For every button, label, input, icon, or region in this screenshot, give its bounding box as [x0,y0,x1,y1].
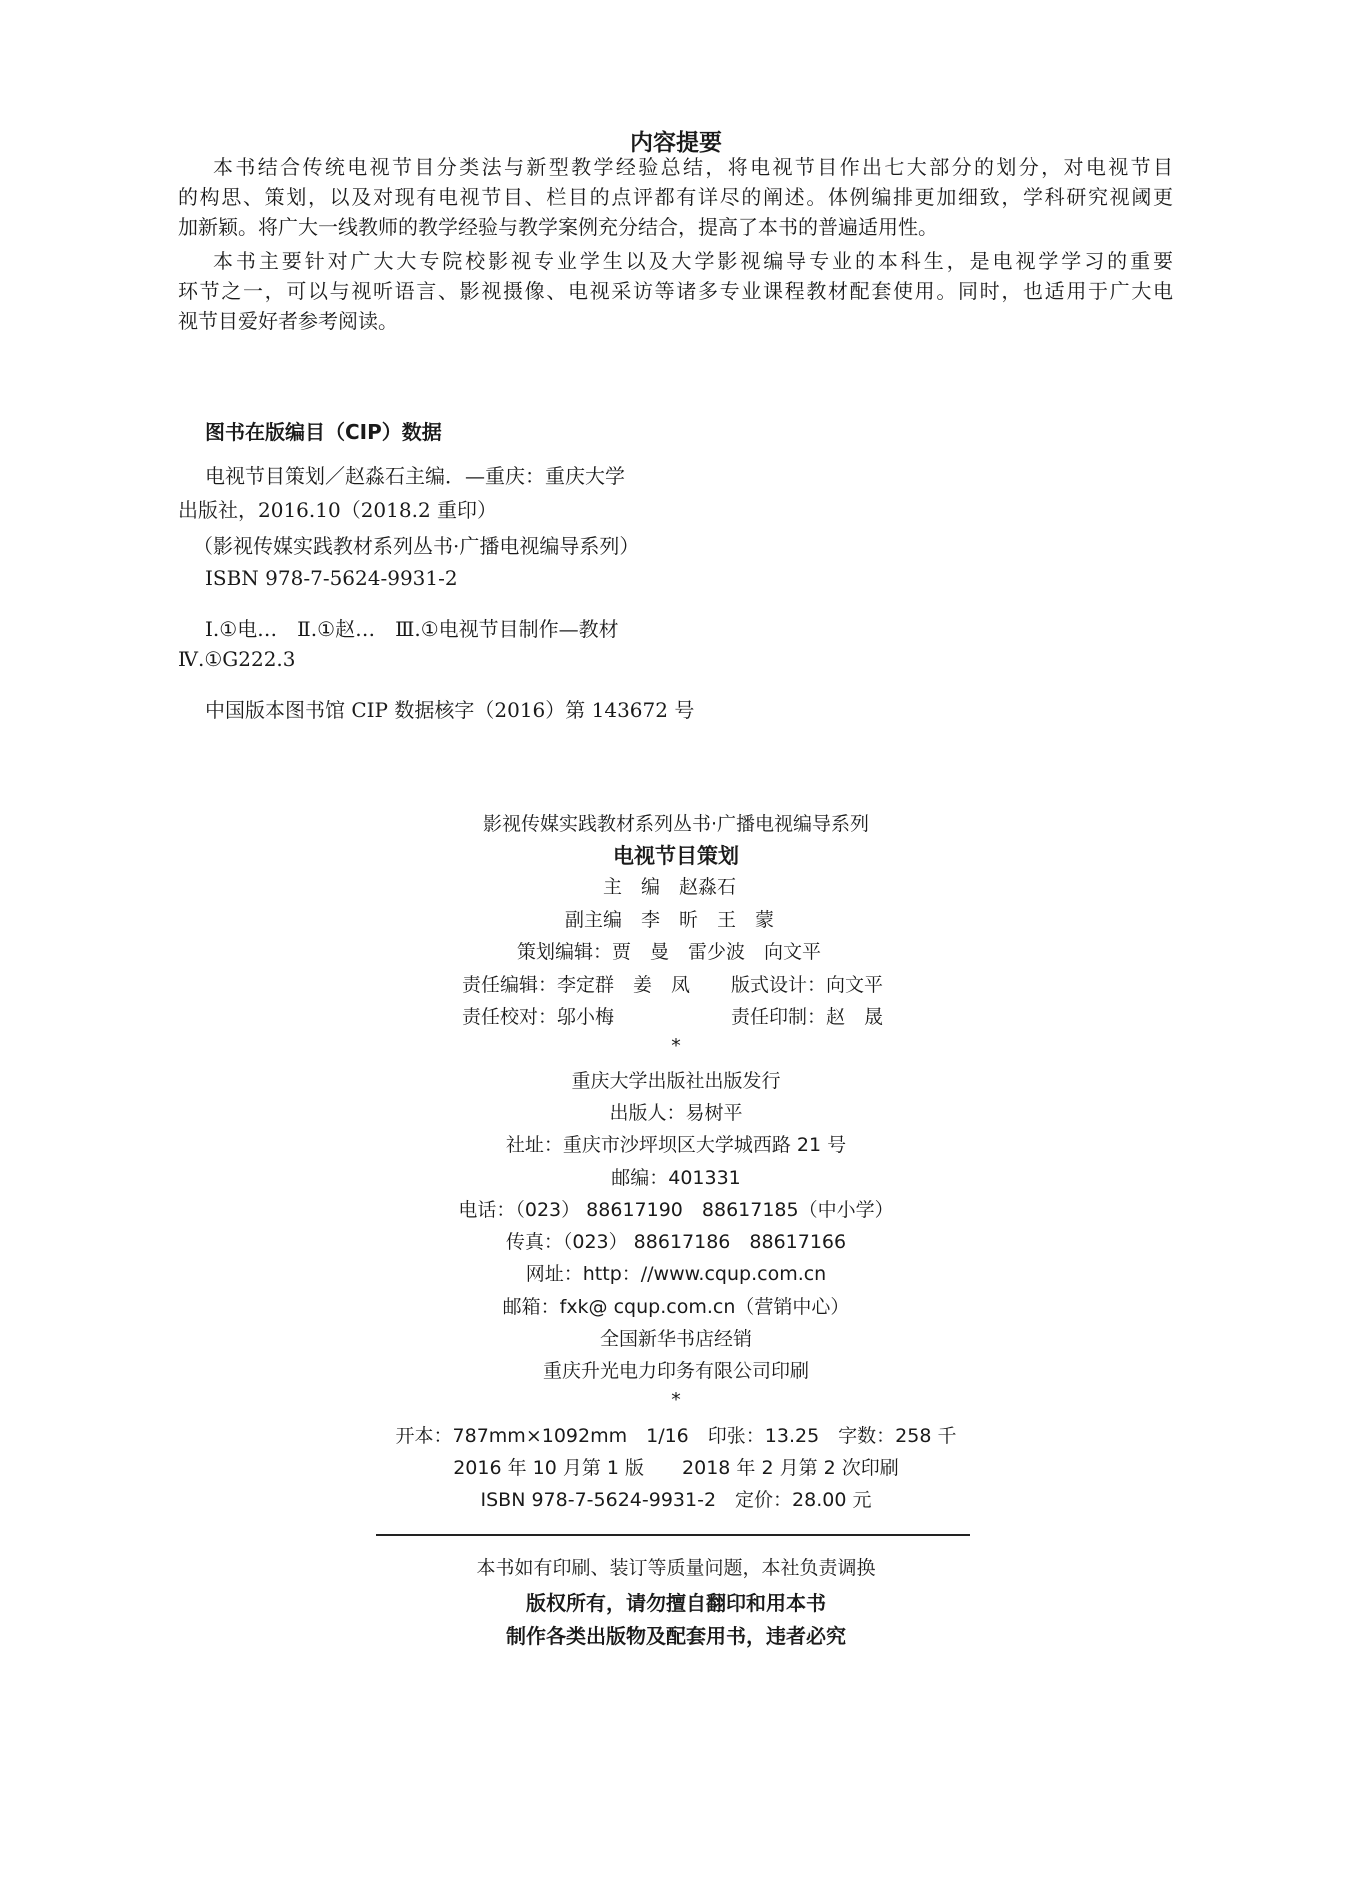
book-title: 电视节目策划 [613,844,739,868]
cip-record-number: 中国版本图书馆 CIP 数据核字（2016）第 143672 号 [205,698,695,722]
summary-title: 内容提要 [630,130,722,156]
isbn-price: ISBN 978-7-5624-9931-2 定价：28.00 元 [480,1489,872,1511]
postcode: 邮编：401331 [611,1167,741,1189]
separator: * [671,1035,681,1057]
publisher-person: 出版人：易树平 [609,1102,743,1124]
cip-classification: Ⅰ.①电… Ⅱ.①赵… Ⅲ.①电视节目制作—教材 [205,617,619,641]
editions: 2016 年 10 月第 1 版 2018 年 2 月第 2 次印刷 [453,1457,899,1479]
phone: 电话：（023） 88617190 88617185（中小学） [458,1199,894,1221]
summary-line: 本书结合传统电视节目分类法与新型教学经验总结，将电视节目作出七大部分的划分，对电视节目 [213,155,1173,179]
summary-line: 的构思、策划，以及对现有电视节目、栏目的点评都有详尽的阐述。体例编排更加细致，学科研究视阈更 [178,185,1173,209]
website: 网址：http：//www.cqup.com.cn [525,1263,827,1285]
planning-editors: 策划编辑：贾 曼 雷少波 向文平 [517,941,822,963]
cip-line: 电视节目策划／赵淼石主编．—重庆：重庆大学 [205,464,625,488]
distributor: 全国新华书店经销 [599,1328,752,1350]
summary-line: 环节之一，可以与视听语言、影视摄像、电视采访等诸多专业课程教材配套使用。同时，也适用于广大电 [178,279,1173,303]
copyright-notice: 版权所有，请勿擅自翻印和用本书 [526,1591,826,1615]
proofreader: 责任校对：邬小梅 [462,1006,615,1028]
piracy-warning: 制作各类出版物及配套用书，违者必究 [506,1624,846,1648]
chief-editor: 主 编 赵淼石 [603,876,737,898]
address: 社址：重庆市沙坪坝区大学城西路 21 号 [505,1134,847,1156]
cip-isbn: ISBN 978-7-5624-9931-2 [205,566,458,590]
fax: 传真：（023） 88617186 88617166 [505,1231,847,1253]
printer: 重庆升光电力印务有限公司印刷 [542,1360,809,1382]
separator: * [671,1389,681,1411]
summary-line: 加新颖。将广大一线教师的教学经验与教学案例充分结合，提高了本书的普遍适用性。 [178,215,938,239]
print-supervisor: 责任印制：赵 晟 [731,1006,884,1028]
summary-line: 视节目爱好者参考阅读。 [178,309,398,333]
cip-line: （影视传媒实践教材系列丛书·广播电视编导系列） [193,534,640,558]
publisher: 重庆大学出版社出版发行 [571,1070,781,1092]
associate-editors: 副主编 李 昕 王 蒙 [565,909,775,931]
divider-rule [376,1534,970,1536]
cip-line: 出版社，2016.10（2018.2 重印） [178,498,498,522]
email: 邮箱：fxk@ cqup.com.cn（营销中心） [502,1296,850,1318]
book-specs: 开本：787mm×1092mm 1/16 印张：13.25 字数：258 千 [395,1425,957,1447]
cip-classification-cont: Ⅳ.①G222.3 [178,647,296,671]
responsible-editors: 责任编辑：李定群 姜 凤 [462,974,691,996]
quality-notice: 本书如有印刷、装订等质量问题，本社负责调换 [476,1557,876,1579]
layout-design: 版式设计：向文平 [731,974,884,996]
summary-line: 本书主要针对广大大专院校影视专业学生以及大学影视编导专业的本科生，是电视学学习的重要 [213,249,1173,273]
cip-heading: 图书在版编目（CIP）数据 [205,420,442,444]
series-name: 影视传媒实践教材系列丛书·广播电视编导系列 [482,813,870,835]
